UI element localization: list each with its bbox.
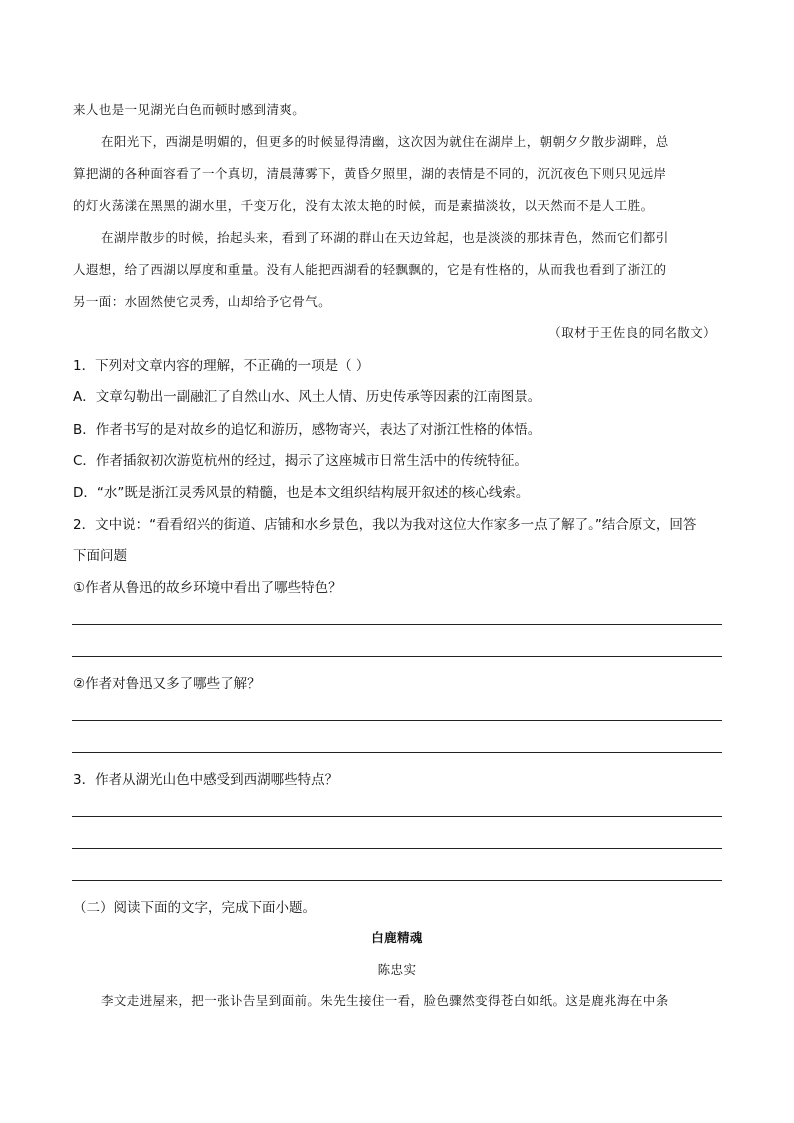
answer-line[interactable]: [72, 720, 722, 721]
section-2-first-line: 李文走进屋来，把一张讣告呈到面前。朱先生接住一看，脸色骤然变得苍白如纸。这是鹿兆海在中条: [101, 993, 669, 1008]
passage-line: 人遐想，给了西湖以厚度和重量。没有人能把西湖看的轻飘飘的，它是有性格的，从而我也看到了浙江的: [73, 262, 667, 277]
section-2-title: 白鹿精魂: [371, 930, 423, 945]
answer-line[interactable]: [72, 816, 722, 817]
section-2-author: 陈忠实: [377, 962, 417, 977]
answer-line[interactable]: [72, 656, 722, 657]
question-2-sub-2: ②作者对鲁迅又多了哪些了解？: [73, 676, 261, 692]
answer-line[interactable]: [72, 624, 722, 625]
answer-line[interactable]: [72, 752, 722, 753]
question-2-sub-1: ①作者从鲁迅的故乡环境中看出了哪些特色？: [73, 580, 342, 596]
answer-line[interactable]: [72, 880, 722, 881]
question-1-option-b: B．作者书写的是对故乡的追忆和游历，感物寄兴，表达了对浙江性格的体悟。: [73, 422, 542, 438]
question-1-option-c: C．作者插叙初次游览杭州的经过，揭示了这座城市日常生活中的传统特征。: [73, 453, 528, 469]
passage-paragraph-start: 在阳光下，西湖是明媚的，但更多的时候显得清幽，这次因为就住在湖岸上，朝朝夕夕散步湖畔，总: [101, 134, 669, 149]
passage-line: 另一面：水固然使它灵秀，山却给予它骨气。: [73, 294, 332, 309]
passage-line: 算把湖的各种面容看了一个真切，清晨薄雾下，黄昏夕照里，湖的表情是不同的，沉沉夜色下则只见远岸: [73, 166, 667, 181]
passage-line: 的灯火荡漾在黑黑的湖水里，千变万化，没有太浓太艳的时候，而是素描淡妆，以天然而不是人工胜。: [73, 198, 654, 213]
passage-source: （取材于王佐良的同名散文）: [548, 325, 716, 340]
question-1-option-a: A．文章勾勒出一副融汇了自然山水、风土人情、历史传承等因素的江南图景。: [73, 389, 542, 405]
section-2-instruction: （二）阅读下面的文字，完成下面小题。: [73, 900, 316, 916]
question-1: 1．下列对文章内容的理解，不正确的一项是（ ）: [73, 358, 370, 374]
question-1-option-d: D．“水”既是浙江灵秀风景的精髓，也是本文组织结构展开叙述的核心线索。: [73, 485, 530, 501]
passage-line: 来人也是一见湖光白色而顿时感到清爽。: [73, 102, 306, 117]
passage-paragraph-start: 在湖岸散步的时候，抬起头来，看到了环湖的群山在天边耸起，也是淡淡的那抹青色，然而它们都引: [101, 230, 669, 245]
question-3: 3．作者从湖光山色中感受到西湖哪些特点？: [73, 772, 339, 788]
answer-line[interactable]: [72, 848, 722, 849]
question-2-stem-continued: 下面问题: [73, 548, 127, 564]
question-2-stem: 2．文中说：“看看绍兴的街道、店铺和水乡景色，我以为我对这位大作家多一点了解了。”结合原文，回答: [73, 517, 697, 533]
